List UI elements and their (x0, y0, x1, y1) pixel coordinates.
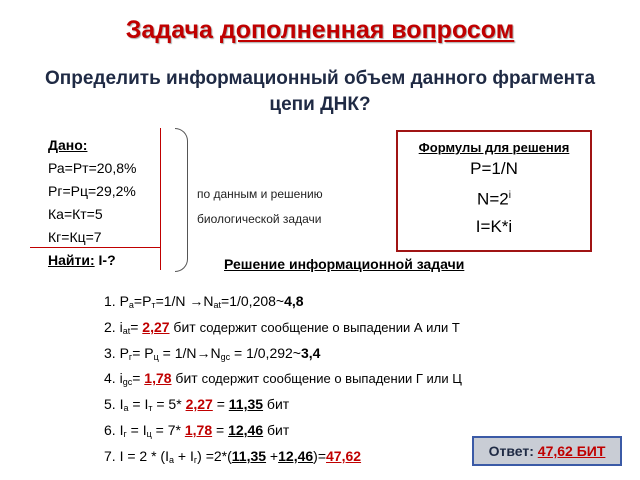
step-7 (104, 444, 462, 470)
step-text: = I (128, 396, 149, 413)
formulas-box (396, 130, 592, 252)
given-line: Ка=Кт=5 (48, 206, 103, 222)
formula-base: N=2 (477, 189, 509, 209)
step-5 (104, 392, 462, 418)
step-sub: at (122, 325, 131, 336)
step-highlight: 2,27 (185, 396, 213, 413)
step-sub: ц (153, 351, 159, 362)
formula-item: P=1/N (470, 159, 518, 178)
find-line (48, 249, 136, 272)
step-text: = I (126, 421, 147, 438)
step-final-result: 47,62 (326, 447, 362, 464)
step-text: = 1/0,292~ (230, 344, 301, 361)
formulas-header: Формулы для решения (418, 140, 570, 155)
step-text: 2. i (104, 318, 123, 335)
step-text: + (266, 447, 279, 464)
step-6 (104, 418, 462, 444)
note-line-1: по данным и решению (197, 187, 323, 201)
note-line-2: биологической задачи (197, 212, 322, 226)
step-sub: gc (122, 377, 133, 388)
step-sub: а (128, 300, 134, 310)
step-text: бит (169, 318, 200, 335)
step-text: =1/0,208~ (221, 293, 285, 309)
given-line: Кг=Кц=7 (48, 229, 102, 245)
find-value: I-? (94, 252, 116, 268)
step-text: содержит сообщение о выпадении А или Т (199, 319, 460, 335)
step-text: 1. P (104, 293, 129, 309)
step-sub: a (123, 403, 129, 414)
step-result: 12,46 (228, 421, 264, 438)
answer-value: 47,62 БИТ (537, 443, 606, 459)
step-text: бит (263, 396, 290, 413)
step-text: бит (171, 370, 202, 387)
step-2 (104, 315, 462, 341)
step-sub: а (168, 454, 174, 465)
given-divider-horizontal (30, 247, 160, 248)
step-text: 5. I (104, 396, 124, 413)
title-part-1: Задача (125, 16, 213, 44)
formula-exponent: i (508, 190, 511, 201)
given-header: Дано: (48, 137, 88, 153)
step-text: 4. i (104, 370, 123, 387)
step-sub: г (193, 454, 198, 465)
answer-box (472, 436, 622, 466)
step-result: 11,35 (228, 396, 264, 413)
step-sub: т (148, 403, 153, 414)
step-4 (104, 366, 462, 392)
formula-item: I=K*i (475, 216, 513, 236)
step-1 (104, 289, 462, 315)
step-text: = (130, 318, 143, 335)
step-result: 12,46 (278, 447, 314, 464)
step-text: = (132, 370, 145, 387)
step-sub: г (123, 428, 127, 439)
solution-steps (104, 289, 462, 470)
step-text: содержит сообщение о выпадении Г или Ц (201, 371, 462, 387)
side-note (197, 182, 323, 232)
step-highlight: 1,78 (144, 370, 172, 387)
answer-label: Ответ: (488, 443, 538, 459)
step-text: )= (313, 447, 327, 464)
step-result: 3,4 (300, 344, 321, 361)
step-text: = 1/N→N (158, 344, 221, 361)
step-highlight: 2,27 (142, 318, 170, 335)
step-text: =1/N →N (155, 293, 214, 309)
right-brace (175, 128, 188, 272)
step-sub: at (213, 300, 222, 310)
find-label: Найти: (48, 252, 95, 268)
given-line: Рг=Рц=29,2% (48, 183, 136, 199)
step-text: = 7* (151, 421, 185, 438)
step-sub: г (128, 351, 133, 362)
slide-title (0, 16, 640, 45)
step-text: = (212, 396, 229, 413)
step-sub: т (151, 300, 156, 310)
step-text: =P (133, 293, 152, 309)
step-text: + I (174, 447, 194, 464)
given-divider-vertical (160, 128, 161, 270)
step-result: 11,35 (231, 447, 267, 464)
title-part-2: дополненная вопросом (219, 16, 515, 44)
step-text: 6. I (104, 421, 124, 438)
step-text: 7. I = 2 * (I (104, 447, 169, 464)
step-text: бит (263, 421, 290, 438)
step-highlight: 1,78 (184, 421, 213, 438)
step-text: = 5* (152, 396, 186, 413)
step-sub: ц (146, 428, 152, 439)
step-sub: gc (220, 351, 231, 362)
step-result: 4,8 (284, 293, 304, 309)
solution-header: Решение информационной задачи (224, 256, 465, 272)
step-3 (104, 341, 462, 367)
given-block (48, 134, 136, 272)
step-text: ) =2*( (197, 447, 232, 464)
step-text: 3. P (104, 344, 129, 361)
task-question: Определить информационный объем данного фрагмента цепи ДНК? (44, 68, 596, 115)
formula-item-exponent (398, 182, 590, 213)
step-text: = (212, 421, 229, 438)
given-line: Ра=Рт=20,8% (48, 160, 137, 176)
step-text: = P (132, 344, 154, 361)
